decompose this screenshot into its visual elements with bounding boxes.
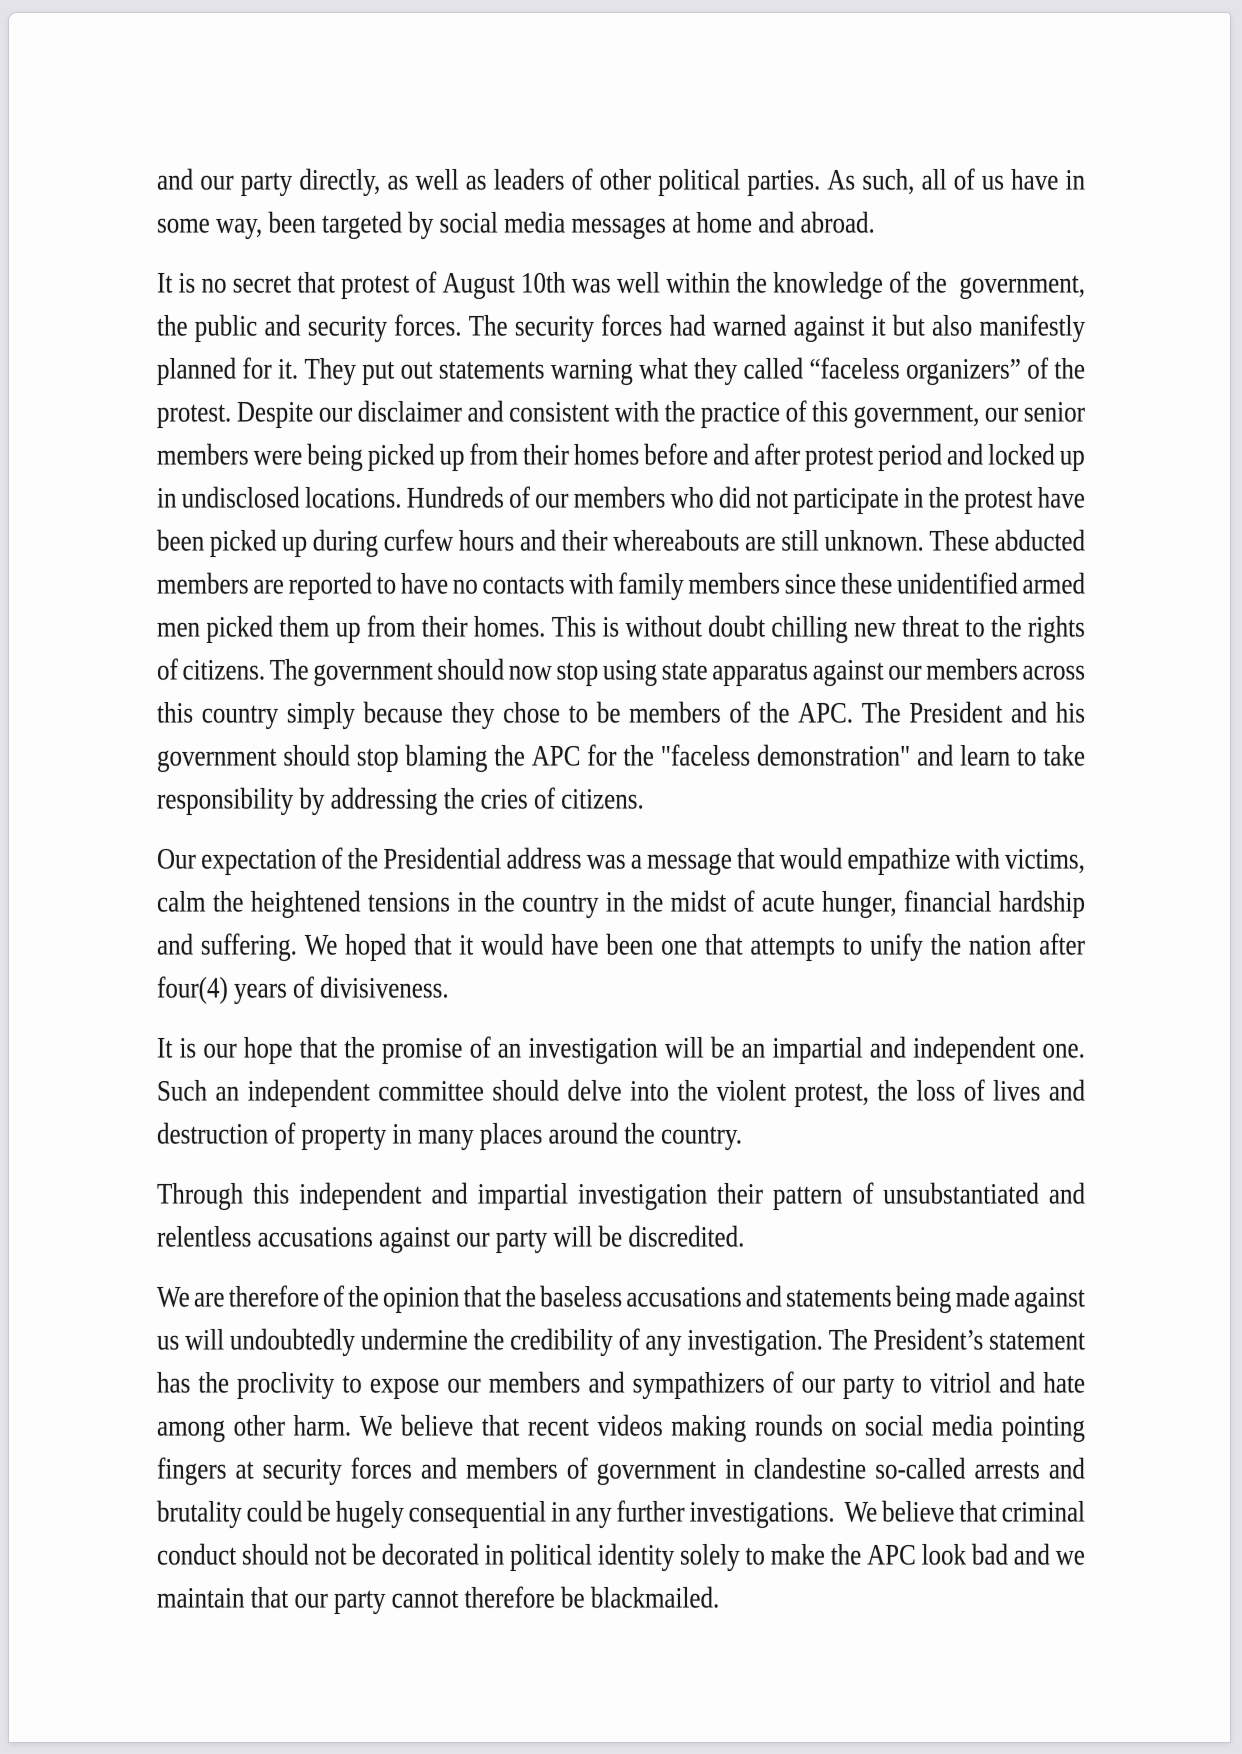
text-line: and our party directly, as well as leaders of other political parties. As such, all of us have in bbox=[157, 164, 1085, 197]
text-line: Such an independent committee should delve into the violent protest, the loss of lives and bbox=[157, 1075, 1085, 1108]
text-line: It is our hope that the promise of an investigation will be an impartial and independent one. bbox=[157, 1032, 1085, 1065]
paragraph bbox=[157, 1276, 1085, 1620]
text-line: brutality could be hugely consequential in any further investigations. We believe that criminal bbox=[157, 1496, 1085, 1529]
paragraph bbox=[157, 1173, 1085, 1259]
document-page bbox=[9, 13, 1230, 1742]
text-line: and suffering. We hoped that it would have been one that attempts to unify the nation after bbox=[157, 929, 1085, 962]
paragraph bbox=[157, 1027, 1085, 1156]
text-line: members were being picked up from their homes before and after protest period and locked up bbox=[157, 439, 1085, 472]
text-line: planned for it. They put out statements warning what they called “faceless organizers” of the bbox=[157, 353, 1085, 386]
text-line: fingers at security forces and members of government in clandestine so-called arrests and bbox=[157, 1453, 1085, 1486]
text-line: some way, been targeted by social media messages at home and abroad. bbox=[157, 207, 875, 240]
text-line: four(4) years of divisiveness. bbox=[157, 972, 449, 1005]
text-line: We are therefore of the opinion that the baseless accusations and statements being made against bbox=[157, 1281, 1085, 1314]
text-line: has the proclivity to expose our members and sympathizers of our party to vitriol and hate bbox=[157, 1367, 1085, 1400]
text-line: maintain that our party cannot therefore be blackmailed. bbox=[157, 1582, 720, 1615]
document-text bbox=[157, 159, 1085, 1620]
paragraph bbox=[157, 159, 1085, 245]
text-line: members are reported to have no contacts with family members since these unidentified armed bbox=[157, 568, 1085, 601]
text-line: the public and security forces. The security forces had warned against it but also manifestly bbox=[157, 310, 1085, 343]
text-line: protest. Despite our disclaimer and consistent with the practice of this government, our senior bbox=[157, 396, 1085, 429]
text-line: responsibility by addressing the cries of citizens. bbox=[157, 783, 644, 816]
text-line: us will undoubtedly undermine the credibility of any investigation. The President’s statement bbox=[157, 1324, 1085, 1357]
text-line: government should stop blaming the APC for the "faceless demonstration" and learn to take bbox=[157, 740, 1085, 773]
text-line: calm the heightened tensions in the country in the midst of acute hunger, financial hardship bbox=[157, 886, 1085, 919]
text-line: among other harm. We believe that recent videos making rounds on social media pointing bbox=[157, 1410, 1085, 1443]
paragraph bbox=[157, 838, 1085, 1010]
text-line: Through this independent and impartial investigation their pattern of unsubstantiated and bbox=[157, 1178, 1085, 1211]
paragraph bbox=[157, 262, 1085, 821]
text-line: relentless accusations against our party will be discredited. bbox=[157, 1221, 745, 1254]
text-line: It is no secret that protest of August 10th was well within the knowledge of the government, bbox=[157, 267, 1085, 300]
text-line: destruction of property in many places around the country. bbox=[157, 1118, 743, 1151]
text-line: been picked up during curfew hours and their whereabouts are still unknown. These abducted bbox=[157, 525, 1085, 558]
text-line: men picked them up from their homes. This is without doubt chilling new threat to the rights bbox=[157, 611, 1085, 644]
text-line: conduct should not be decorated in political identity solely to make the APC look bad and we bbox=[157, 1539, 1085, 1572]
text-line: this country simply because they chose to be members of the APC. The President and his bbox=[157, 697, 1085, 730]
text-line: Our expectation of the Presidential address was a message that would empathize with victims, bbox=[157, 843, 1085, 876]
text-line: of citizens. The government should now stop using state apparatus against our members across bbox=[157, 654, 1085, 687]
text-line: in undisclosed locations. Hundreds of our members who did not participate in the protest have bbox=[157, 482, 1085, 515]
